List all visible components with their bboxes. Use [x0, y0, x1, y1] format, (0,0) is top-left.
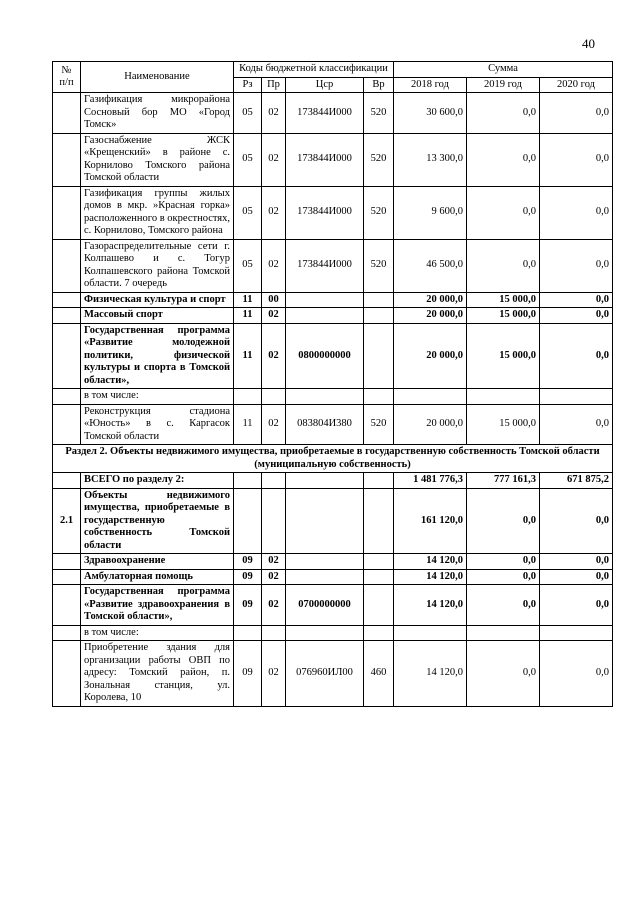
row-pr	[262, 473, 286, 489]
row-csr: 173844И000	[286, 239, 364, 292]
row-2020: 0,0	[540, 323, 613, 389]
row-2018: 20 000,0	[394, 308, 467, 324]
row-pr: 02	[262, 239, 286, 292]
row-2018: 20 000,0	[394, 292, 467, 308]
row-2020	[540, 625, 613, 641]
row-num	[53, 554, 81, 570]
row-csr: 083804И380	[286, 404, 364, 445]
row-2019: 0,0	[467, 585, 540, 626]
row-2020: 0,0	[540, 239, 613, 292]
table-row	[53, 323, 613, 389]
row-rz	[234, 389, 262, 405]
row-name: Газоснабжение ЖСК «Крещенский» в районе с. Корнилово Томского района Томской области	[81, 133, 234, 186]
row-vr: 520	[364, 404, 394, 445]
row-vr	[364, 554, 394, 570]
row-2018	[394, 625, 467, 641]
row-2019: 0,0	[467, 133, 540, 186]
table-row	[53, 389, 613, 405]
row-2019: 777 161,3	[467, 473, 540, 489]
row-2018: 20 000,0	[394, 404, 467, 445]
row-2019	[467, 625, 540, 641]
row-2018: 14 120,0	[394, 585, 467, 626]
row-num	[53, 641, 81, 707]
table-row	[53, 292, 613, 308]
row-2019: 0,0	[467, 93, 540, 134]
table-row	[53, 308, 613, 324]
row-2019: 0,0	[467, 186, 540, 239]
row-2019: 0,0	[467, 641, 540, 707]
row-2020	[540, 389, 613, 405]
header-sum: Сумма	[394, 62, 613, 78]
row-csr	[286, 569, 364, 585]
row-2018: 20 000,0	[394, 323, 467, 389]
row-name: Массовый спорт	[81, 308, 234, 324]
row-2018	[394, 389, 467, 405]
row-vr: 460	[364, 641, 394, 707]
row-vr	[364, 308, 394, 324]
row-pr: 02	[262, 569, 286, 585]
header-2018: 2018 год	[394, 77, 467, 93]
row-name: ВСЕГО по разделу 2:	[81, 473, 234, 489]
row-2019: 0,0	[467, 239, 540, 292]
row-2019: 15 000,0	[467, 308, 540, 324]
row-csr	[286, 488, 364, 554]
row-rz: 05	[234, 93, 262, 134]
row-pr: 02	[262, 404, 286, 445]
row-rz: 09	[234, 554, 262, 570]
table-row	[53, 641, 613, 707]
row-pr: 02	[262, 641, 286, 707]
table-row	[53, 488, 613, 554]
row-2019: 15 000,0	[467, 292, 540, 308]
row-2020: 0,0	[540, 186, 613, 239]
table-row	[53, 569, 613, 585]
row-rz: 11	[234, 323, 262, 389]
row-2018: 14 120,0	[394, 554, 467, 570]
row-rz: 05	[234, 133, 262, 186]
table-row	[53, 186, 613, 239]
row-csr	[286, 473, 364, 489]
row-2020: 0,0	[540, 569, 613, 585]
row-rz: 09	[234, 585, 262, 626]
row-name: Государственная программа «Развитие молодежной политики, физической культуры и спорта в Томской области»,	[81, 323, 234, 389]
row-csr	[286, 292, 364, 308]
row-rz: 05	[234, 186, 262, 239]
table-row	[53, 404, 613, 445]
row-vr	[364, 488, 394, 554]
row-csr	[286, 554, 364, 570]
row-name: Газификация группы жилых домов в мкр. »Красная горка» расположенного в окрестностях, с. Корнилово, Томского района	[81, 186, 234, 239]
row-pr: 02	[262, 93, 286, 134]
row-2018: 46 500,0	[394, 239, 467, 292]
row-rz	[234, 473, 262, 489]
row-pr: 02	[262, 585, 286, 626]
row-vr: 520	[364, 93, 394, 134]
row-vr: 520	[364, 133, 394, 186]
row-csr	[286, 625, 364, 641]
row-num	[53, 585, 81, 626]
row-2018: 14 120,0	[394, 569, 467, 585]
table-row	[53, 133, 613, 186]
row-2020: 0,0	[540, 585, 613, 626]
row-num	[53, 239, 81, 292]
row-num	[53, 404, 81, 445]
row-2020: 0,0	[540, 292, 613, 308]
table-body	[53, 93, 613, 707]
row-rz: 11	[234, 404, 262, 445]
row-rz	[234, 625, 262, 641]
row-rz	[234, 488, 262, 554]
row-num	[53, 323, 81, 389]
row-csr: 173844И000	[286, 133, 364, 186]
table-row	[53, 239, 613, 292]
page-number: 40	[582, 36, 595, 51]
row-2020: 0,0	[540, 641, 613, 707]
budget-table	[52, 61, 613, 707]
row-vr	[364, 323, 394, 389]
row-pr: 00	[262, 292, 286, 308]
row-name: Амбулаторная помощь	[81, 569, 234, 585]
header-name: Наименование	[81, 62, 234, 93]
row-2019: 15 000,0	[467, 323, 540, 389]
table-row	[53, 585, 613, 626]
row-2018: 9 600,0	[394, 186, 467, 239]
row-num	[53, 625, 81, 641]
row-name: в том числе:	[81, 625, 234, 641]
row-rz: 11	[234, 292, 262, 308]
row-name: Объекты недвижимого имущества, приобретаемые в государственную собственность Томской области	[81, 488, 234, 554]
row-vr: 520	[364, 239, 394, 292]
section-row	[53, 445, 613, 473]
row-2018: 1 481 776,3	[394, 473, 467, 489]
row-2020: 0,0	[540, 93, 613, 134]
row-2019: 15 000,0	[467, 404, 540, 445]
row-pr: 02	[262, 323, 286, 389]
row-vr	[364, 292, 394, 308]
row-name: Физическая культура и спорт	[81, 292, 234, 308]
row-pr: 02	[262, 133, 286, 186]
row-2018: 13 300,0	[394, 133, 467, 186]
row-vr	[364, 389, 394, 405]
row-2019: 0,0	[467, 488, 540, 554]
row-csr	[286, 389, 364, 405]
header-codes: Коды бюджетной классификации	[234, 62, 394, 78]
header-num: № п/п	[53, 62, 81, 93]
row-2018: 161 120,0	[394, 488, 467, 554]
header-2019: 2019 год	[467, 77, 540, 93]
table-row	[53, 93, 613, 134]
section-title: Раздел 2. Объекты недвижимого имущества, приобретаемые в государственную собственность Томской области (муниципальную собственность)	[53, 445, 613, 473]
row-rz: 11	[234, 308, 262, 324]
row-vr	[364, 585, 394, 626]
header-row-1	[53, 62, 613, 78]
row-name: Реконструкция стадиона «Юность» в с. Каргасок Томской области	[81, 404, 234, 445]
row-2019: 0,0	[467, 554, 540, 570]
row-num: 2.1	[53, 488, 81, 554]
header-csr: Цср	[286, 77, 364, 93]
row-2020: 0,0	[540, 554, 613, 570]
row-pr	[262, 488, 286, 554]
header-vr: Вр	[364, 77, 394, 93]
header-rz: Рз	[234, 77, 262, 93]
header-2020: 2020 год	[540, 77, 613, 93]
row-num	[53, 133, 81, 186]
row-num	[53, 292, 81, 308]
row-num	[53, 186, 81, 239]
row-name: Газификация микрорайона Сосновый бор МО «Город Томск»	[81, 93, 234, 134]
row-2020: 0,0	[540, 133, 613, 186]
row-pr: 02	[262, 186, 286, 239]
row-csr: 0700000000	[286, 585, 364, 626]
row-num	[53, 473, 81, 489]
row-2018: 30 600,0	[394, 93, 467, 134]
row-name: Здравоохранение	[81, 554, 234, 570]
row-2020: 0,0	[540, 404, 613, 445]
table-row	[53, 554, 613, 570]
row-2020: 671 875,2	[540, 473, 613, 489]
row-name: в том числе:	[81, 389, 234, 405]
row-csr: 173844И000	[286, 186, 364, 239]
row-vr	[364, 473, 394, 489]
row-num	[53, 389, 81, 405]
row-vr	[364, 625, 394, 641]
row-2019: 0,0	[467, 569, 540, 585]
row-csr	[286, 308, 364, 324]
table-row	[53, 473, 613, 489]
header-pr: Пр	[262, 77, 286, 93]
row-vr	[364, 569, 394, 585]
row-2020: 0,0	[540, 308, 613, 324]
row-pr	[262, 625, 286, 641]
row-name: Государственная программа «Развитие здравоохранения в Томской области»,	[81, 585, 234, 626]
row-num	[53, 93, 81, 134]
row-num	[53, 308, 81, 324]
row-csr: 173844И000	[286, 93, 364, 134]
row-name: Приобретение здания для организации работы ОВП по адресу: Томский район, п. Зональная станция, ул. Королева, 10	[81, 641, 234, 707]
row-csr: 0800000000	[286, 323, 364, 389]
row-pr	[262, 389, 286, 405]
row-rz: 09	[234, 641, 262, 707]
row-rz: 09	[234, 569, 262, 585]
row-pr: 02	[262, 308, 286, 324]
row-vr: 520	[364, 186, 394, 239]
row-rz: 05	[234, 239, 262, 292]
table-row	[53, 625, 613, 641]
row-2018: 14 120,0	[394, 641, 467, 707]
row-name: Газораспределительные сети г. Колпашево и с. Тогур Колпашевского района Томской области. 7 очередь	[81, 239, 234, 292]
row-2019	[467, 389, 540, 405]
row-num	[53, 569, 81, 585]
row-2020: 0,0	[540, 488, 613, 554]
row-csr: 076960ИЛ00	[286, 641, 364, 707]
row-pr: 02	[262, 554, 286, 570]
